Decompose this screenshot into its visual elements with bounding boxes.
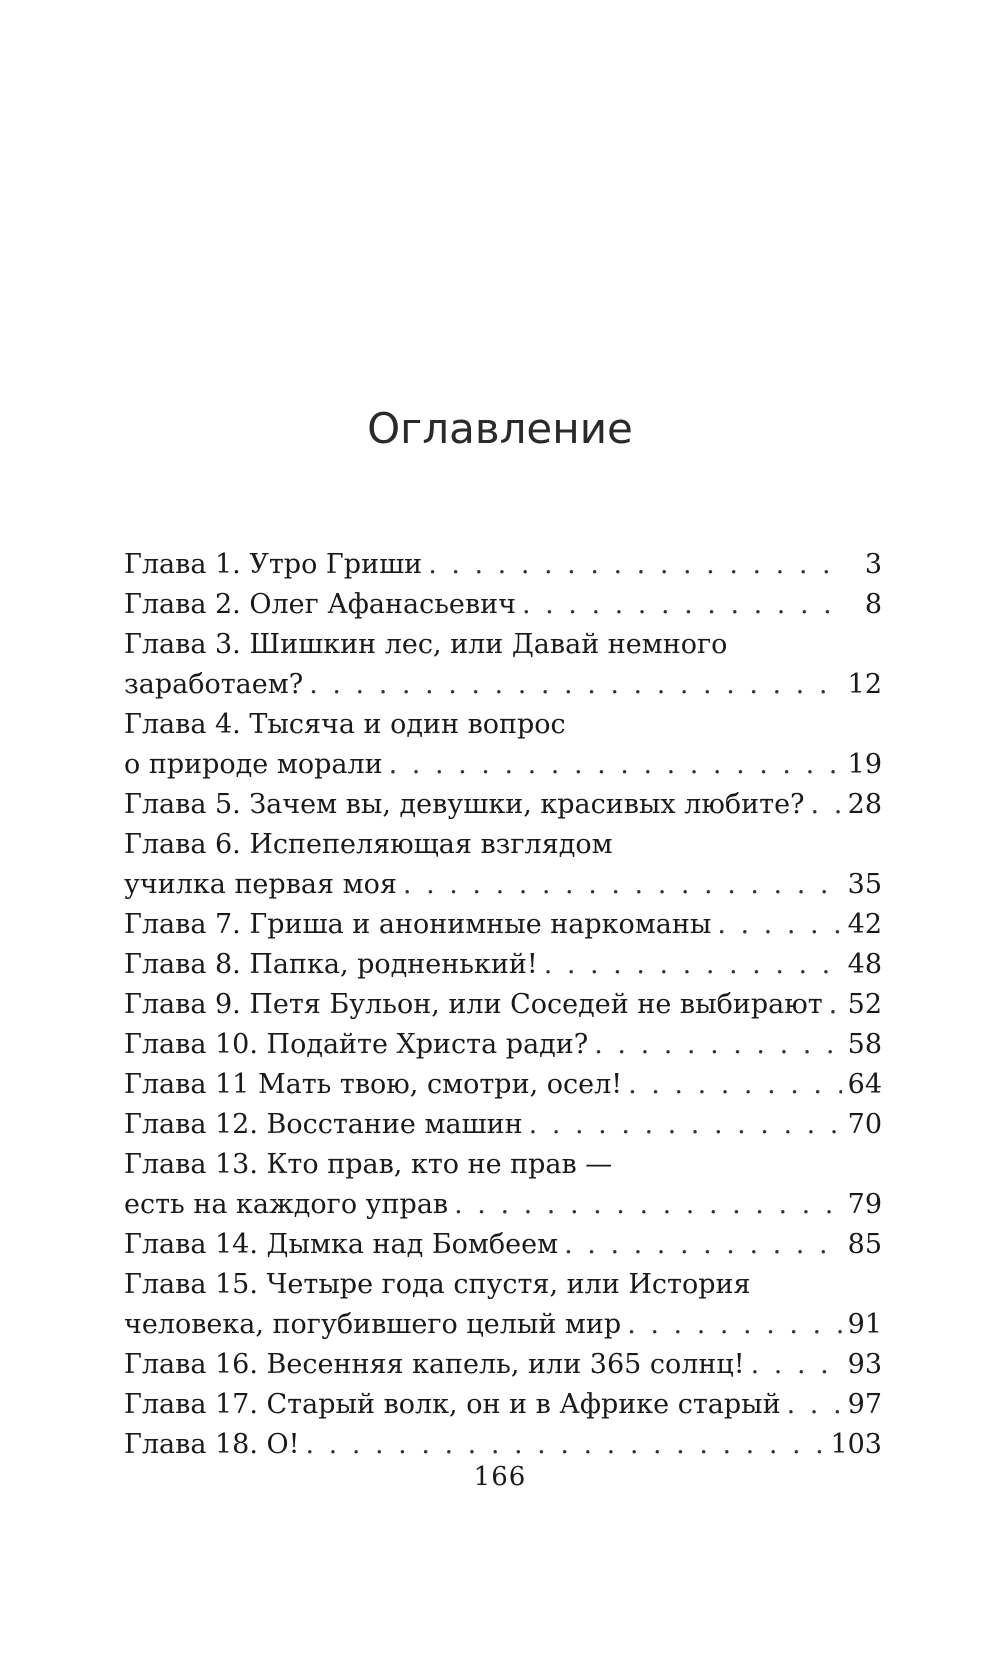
toc-entry	[124, 865, 882, 905]
toc-entry-continuation	[124, 825, 882, 865]
page-title: Оглавление	[367, 404, 633, 453]
toc-entry-title: Глава 15. Четыре года спустя, или История	[124, 1269, 751, 1300]
toc-entry-title: Глава 5. Зачем вы, девушки, красивых любите?	[124, 789, 805, 820]
toc-entry-title: Глава 8. Папка, родненький!	[124, 949, 538, 980]
toc-entry	[124, 1225, 882, 1265]
toc-entry	[124, 1425, 882, 1465]
toc-entry-page: 52	[847, 989, 882, 1020]
toc-entry-page: 103	[830, 1429, 882, 1460]
toc-entry-title: заработаем?	[124, 669, 304, 700]
toc-entry	[124, 1305, 882, 1345]
toc-entry-title: Глава 4. Тысяча и один вопрос	[124, 709, 566, 740]
toc-entry	[124, 545, 882, 585]
dot-leader	[522, 585, 846, 625]
dot-leader	[544, 945, 842, 985]
page-number: 166	[473, 1462, 527, 1492]
dot-leader	[454, 1185, 842, 1225]
toc-entry-page: 70	[847, 1109, 882, 1140]
toc-entry-title: Глава 17. Старый волк, он и в Африке старый	[124, 1389, 781, 1420]
toc-entry-title: Глава 9. Петя Бульон, или Соседей не выбирают	[124, 989, 823, 1020]
toc-entry-title: училка первая моя	[124, 869, 397, 900]
dot-leader	[389, 745, 842, 785]
dot-leader	[306, 1425, 825, 1465]
toc-entry-title: Глава 13. Кто прав, кто не прав —	[124, 1149, 613, 1180]
toc-entry	[124, 1065, 882, 1105]
toc-entry	[124, 1025, 882, 1065]
toc-entry	[124, 945, 882, 985]
toc-entry	[124, 905, 882, 945]
dot-leader	[787, 1385, 842, 1425]
toc-entry-title: Глава 10. Подайте Христа ради?	[124, 1029, 589, 1060]
toc-entry-page: 3	[864, 549, 882, 580]
toc-entry-page: 19	[847, 749, 882, 780]
dot-leader	[751, 1345, 842, 1385]
toc-entry-continuation	[124, 1265, 882, 1305]
toc-entry-page: 12	[847, 669, 882, 700]
table-of-contents	[124, 545, 882, 1465]
dot-leader	[628, 1065, 842, 1105]
toc-entry-page: 64	[847, 1069, 882, 1100]
toc-entry	[124, 1345, 882, 1385]
toc-entry-title: Глава 7. Гриша и анонимные наркоманы	[124, 909, 712, 940]
toc-entry-title: Глава 6. Испепеляющая взглядом	[124, 829, 613, 860]
toc-entry-page: 91	[847, 1309, 882, 1340]
toc-entry-page: 28	[847, 789, 882, 820]
toc-entry-page: 79	[847, 1189, 882, 1220]
toc-entry-title: Глава 16. Весенняя капель, или 365 солнц!	[124, 1349, 745, 1380]
toc-entry-title: Глава 14. Дымка над Бомбеем	[124, 1229, 559, 1260]
toc-entry-continuation	[124, 1145, 882, 1185]
dot-leader	[309, 665, 841, 705]
toc-entry	[124, 1385, 882, 1425]
dot-leader	[627, 1305, 841, 1345]
toc-entry	[124, 745, 882, 785]
toc-entry-page: 85	[847, 1229, 882, 1260]
toc-entry-title: человека, погубившего целый мир	[124, 1309, 622, 1340]
dot-leader	[811, 785, 842, 825]
toc-entry	[124, 585, 882, 625]
toc-entry-continuation	[124, 625, 882, 665]
toc-entry	[124, 985, 882, 1025]
toc-entry	[124, 785, 882, 825]
toc-entry-continuation	[124, 705, 882, 745]
toc-entry-page: 42	[847, 909, 882, 940]
toc-entry-page: 48	[847, 949, 882, 980]
dot-leader	[529, 1105, 842, 1145]
dot-leader	[403, 865, 842, 905]
toc-entry-page: 8	[864, 589, 882, 620]
toc-entry-page: 35	[847, 869, 882, 900]
dot-leader	[428, 545, 846, 585]
dot-leader	[564, 1225, 842, 1265]
toc-entry-page: 58	[847, 1029, 882, 1060]
toc-entry-title: Глава 12. Восстание машин	[124, 1109, 523, 1140]
toc-entry-title: Глава 2. Олег Афанасьевич	[124, 589, 516, 620]
toc-entry-title: есть на каждого управ	[124, 1189, 449, 1220]
toc-entry-title: Глава 11 Мать твою, смотри, осел!	[124, 1069, 623, 1100]
toc-entry	[124, 1185, 882, 1225]
dot-leader	[717, 905, 841, 945]
dot-leader	[829, 985, 842, 1025]
toc-entry-title: Глава 3. Шишкин лес, или Давай немного	[124, 629, 728, 660]
toc-entry	[124, 1105, 882, 1145]
toc-entry-title: о природе морали	[124, 749, 383, 780]
dot-leader	[594, 1025, 841, 1065]
toc-entry-title: Глава 18. О!	[124, 1429, 300, 1460]
toc-entry-page: 93	[847, 1349, 882, 1380]
toc-entry	[124, 665, 882, 705]
toc-entry-page: 97	[847, 1389, 882, 1420]
toc-entry-title: Глава 1. Утро Гриши	[124, 549, 423, 580]
